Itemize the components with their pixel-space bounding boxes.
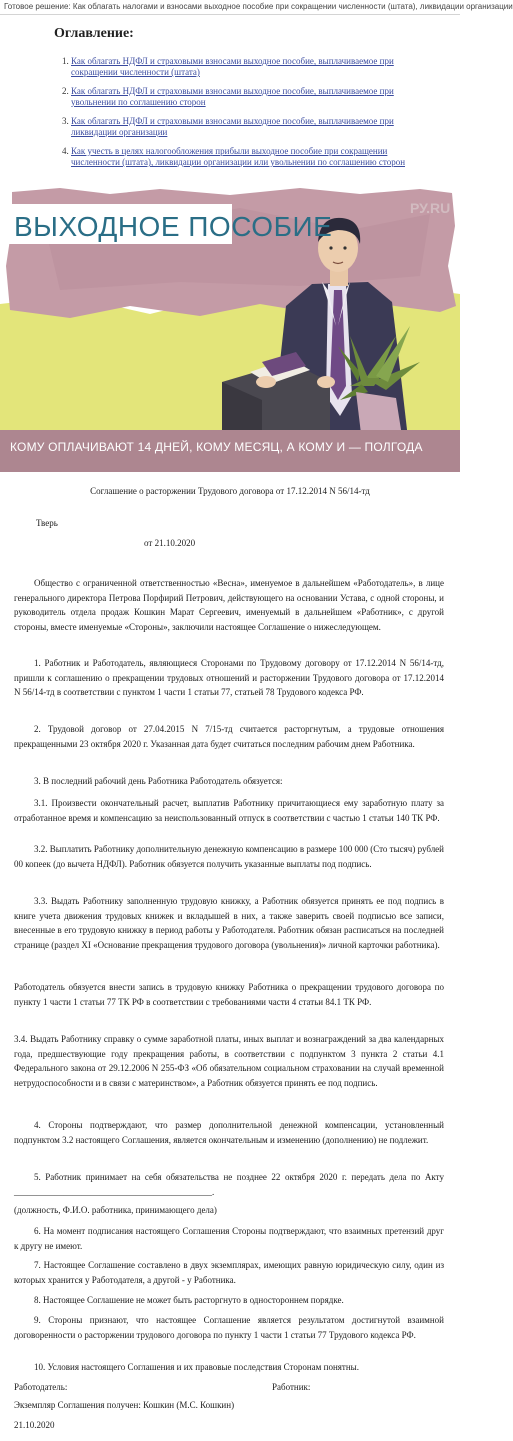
employer-label: Работодатель: xyxy=(14,1382,68,1392)
paragraph-8: 8. Настоящее Соглашение не может быть расторгнуто в одностороннем порядке. xyxy=(34,1295,344,1305)
paragraph-3: 3. В последний рабочий день Работника Работодатель обязуется: xyxy=(34,776,283,786)
paragraph-4: 4. Стороны подтверждают, что размер дополнительной денежной компенсации, установленный подпунктом 3.2 настоящего Соглашения, является окончательным и изменению (дополнению) не подлежит. xyxy=(14,1120,444,1145)
paragraph-5-note: (должность, Ф.И.О. работника, принимающего дела) xyxy=(14,1205,217,1215)
toc-link[interactable]: Как облагать НДФЛ и страховыми взносами выходное пособие, выплачиваемое при сокращении численности (штата) xyxy=(71,56,394,77)
paragraph-9: 9. Стороны признают, что настоящее Соглашение является результатом достигнутой взаимной договоренности о расторжении трудового договора по пункту 1 части 1 статьи 77 Трудового кодекса РФ. xyxy=(14,1315,444,1340)
paragraph-1: 1. Работник и Работодатель, являющиеся Сторонами по Трудовому договору от 17.12.2014 N 56/14-тд, пришли к соглашению о прекращении трудовых отношений и расторжении Трудового договора от 17.12.2014 N 56/14-тд в соответствии с пунктом 1 части 1 статьи 77, статьей 78 Трудового кодекса РФ. xyxy=(14,658,444,697)
document-date: от 21.10.2020 xyxy=(144,538,196,548)
employee-label: Работник: xyxy=(272,1382,311,1392)
toc-item-number: 4. xyxy=(62,146,69,156)
paragraph-7: 7. Настоящее Соглашение составлено в двух экземплярах, имеющих равную юридическую силу, один из которых хранится у Работодателя, а другой - у Работника. xyxy=(14,1260,444,1285)
table-of-contents xyxy=(54,26,434,176)
article-banner-image xyxy=(0,186,460,472)
site-logo-watermark: РУ.RU xyxy=(410,200,451,216)
paragraph-2: 2. Трудовой договор от 27.04.2015 N 7/15-тд считается расторгнутым, а трудовые отношения прекращенными 23 октября 2020 г. Указанная дата будет считаться последним рабочим днем Работника. xyxy=(14,724,444,749)
paragraph-6: 6. На момент подписания настоящего Соглашения Стороны подтверждают, что взаимных претензий друг к другу не имеют. xyxy=(14,1226,444,1251)
toc-link[interactable]: Как облагать НДФЛ и страховыми взносами выходное пособие, выплачиваемое при ликвидации организации xyxy=(71,116,394,137)
banner-caption: КОМУ ОПЛАЧИВАЮТ 14 ДНЕЙ, КОМУ МЕСЯЦ, А КОМУ И — ПОЛГОДА xyxy=(10,440,423,454)
toc-link[interactable]: Как облагать НДФЛ и страховыми взносами выходное пособие, выплачиваемое при увольнении по соглашению сторон xyxy=(71,86,394,107)
toc-link[interactable]: Как учесть в целях налогообложения прибыли выходное пособие при сокращении численности (штата), ликвидации организации или увольнении по соглашению сторон xyxy=(71,146,406,167)
toc-list xyxy=(54,56,434,168)
paragraph-3-4: 3.4. Выдать Работнику справку о сумме заработной платы, иных выплат и вознаграждений за два календарных года, предшествующие году прекращения работы, в соответствии с подпунктом 3 пункта 2 статьи 4.1 Федерального закона от 29.12.2006 N 255-ФЗ «Об обязательном социальном страховании на случай временной нетрудоспособности и в связи с материнством», а Работник обязуется принять ее под подпись. xyxy=(14,1034,444,1088)
paragraph-3-3-record: Работодатель обязуется внести запись в трудовую книжку Работника о прекращении трудового договора по пункту 1 части 1 статьи 77 ТК РФ в соответствии с требованиями части 4 статьи 84.1 ТК РФ. xyxy=(14,982,444,1007)
toc-item xyxy=(63,86,434,108)
document-city: Тверь xyxy=(36,518,58,528)
toc-item-number: 2. xyxy=(62,86,69,96)
paragraph-10: 10. Условия настоящего Соглашения и их правовые последствия Сторонам понятны. xyxy=(34,1362,359,1372)
paragraph-3-1: 3.1. Произвести окончательный расчет, выплатив Работнику причитающиеся ему заработную плату за отработанное время и компенсацию за неиспользованный отпуск в соответствии с частью 1 статьи 140 ТК РФ. xyxy=(14,798,444,823)
toc-item xyxy=(63,56,434,78)
toc-heading: Оглавление: xyxy=(54,26,134,41)
toc-item-number: 1. xyxy=(62,56,69,66)
toc-item-number: 3. xyxy=(62,116,69,126)
toc-item xyxy=(63,116,434,138)
paragraph-3-2: 3.2. Выплатить Работнику дополнительную денежную компенсацию в размере 100 000 (Сто тысяч) рублей 00 копеек (до вычета НДФЛ). Работник обязуется получить указанные выплаты под подпись. xyxy=(14,844,444,869)
browser-title: Готовое решение: Как облагать налогами и взносами выходное пособие при сокращении численности (штата), ликвидации организации xyxy=(4,2,513,11)
browser-title-bar xyxy=(0,0,513,15)
paragraph-3-3: 3.3. Выдать Работнику заполненную трудовую книжку, а Работник обязуется принять ее под подпись в книге учета движения трудовых книжек и вкладышей в них, а также заверить своей подписью все записи, внесенные в его трудовую книжку в период работы у Работодателя. Работник обязан расписаться на последней странице (раздел XI «Основание прекращения трудового договора (увольнения)» личной карточки работника). xyxy=(14,896,444,950)
paragraph-preamble: Общество с ограниченной ответственностью «Весна», именуемое в дальнейшем «Работодатель», в лице генерального директора Петрова Порфирий Петрович, действующего на основании Устава, с одной стороны, и руководитель отдела продаж Кошкин Марат Сергеевич, именуемый в дальнейшем «Работник», с другой стороны, вместе именуемые «Стороны», заключили настоящее Соглашение о нижеследующем. xyxy=(14,578,444,632)
banner-title: ВЫХОДНОЕ ПОСОБИЕ xyxy=(14,211,333,242)
toc-item xyxy=(63,146,434,168)
document-heading: Соглашение о расторжении Трудового договора от 17.12.2014 N 56/14-тд xyxy=(90,486,370,496)
receipt-note: Экземпляр Соглашения получен: Кошкин (М.С. Кошкин) xyxy=(14,1400,235,1410)
receipt-date: 21.10.2020 xyxy=(14,1420,55,1430)
paragraph-5: 5. Работник принимает на себя обязательства не позднее 22 октября 2020 г. передать дела по Акту ____________________________________________. xyxy=(14,1172,444,1197)
